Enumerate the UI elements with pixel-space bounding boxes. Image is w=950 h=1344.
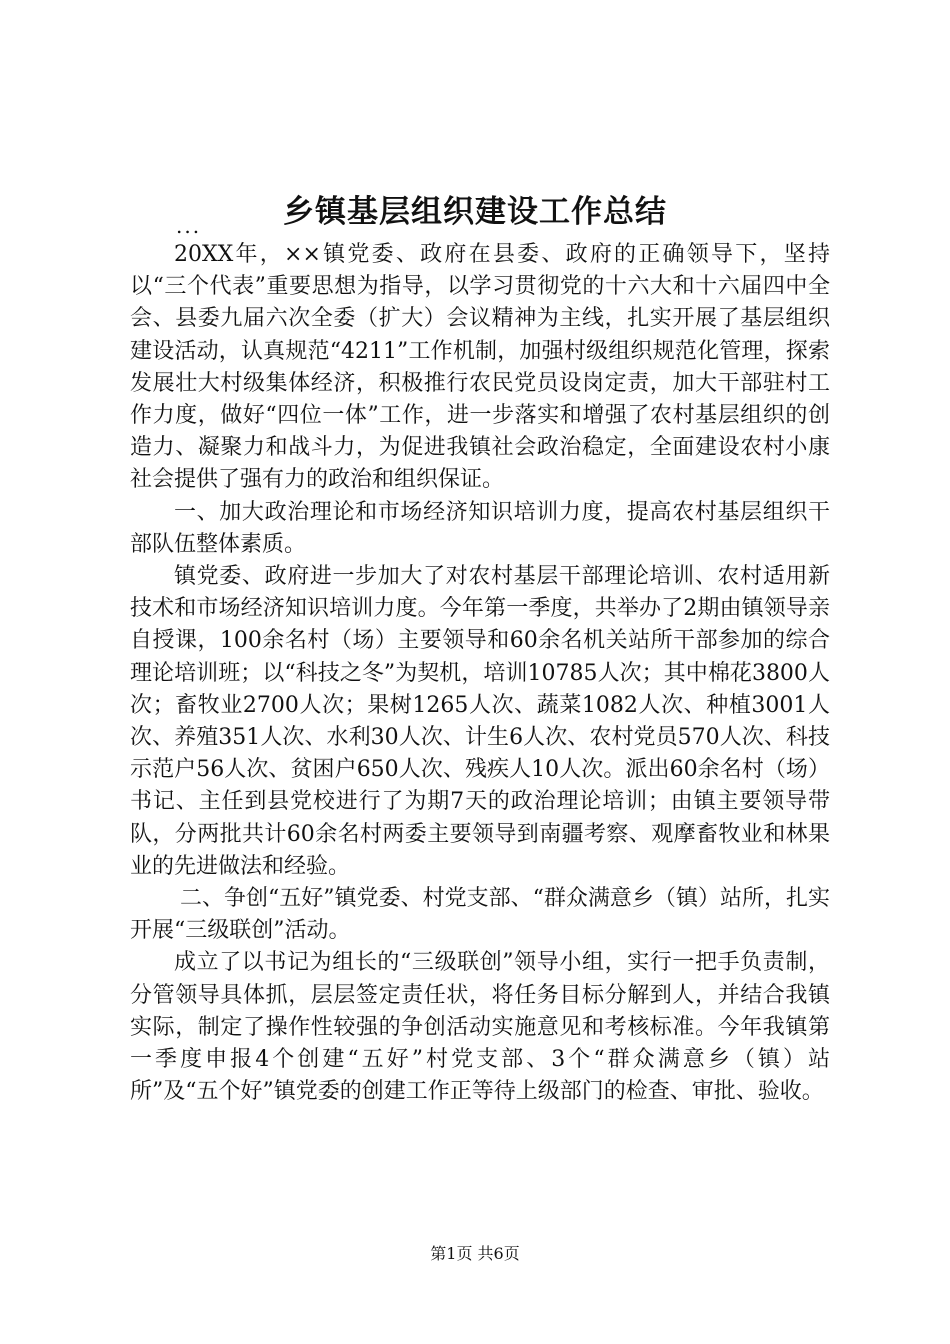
section-1-paragraph: 镇党委、政府进一步加大了对农村基层干部理论培训、农村适用新技术和市场经济知识培训力度。今年第一季度，共举办了2期由镇领导亲自授课，100余名村（场）主要领导和60余名机关站所干部参加的综合理论培训班；以“科技之冬”为契机，培训10785人次；其中棉花3800人次；畜牧业2700人次；果树1265人次、蔬菜1082人次、种植3001人次、养殖351人次、水利30人次、计生6人次、农村党员570人次、科技示范户56人次、贫困户650人次、残疾人10人次。派出60余名村（场）书记、主任到县党校进行了为期7天的政治理论培训；由镇主要领导带队，分两批共计60余名村两委主要领导到南疆考察、观摩畜牧业和林果业的先进做法和经验。: [130, 564, 830, 879]
document-title: 乡镇基层组织建设工作总结: [283, 194, 667, 230]
section-heading-2: 二、争创“五好”镇党委、村党支部、“群众满意乡（镇）站所，扎实开展“三级联创”活动。: [130, 886, 830, 944]
section-2-paragraph: 成立了以书记为组长的“三级联创”领导小组，实行一把手负责制，分管领导具体抓，层层签定责任状，将任务目标分解到人，并结合我镇实际，制定了操作性较强的争创活动实施意见和考核标准。今年我镇第一季度申报4个创建“五好”村党支部、3个“群众满意乡（镇）站所”及“五个好”镇党委的创建工作正等待上级部门的检查、审批、验收。: [130, 950, 830, 1105]
intro-paragraph: 20XX年，××镇党委、政府在县委、政府的正确领导下，坚持以“三个代表”重要思想为指导，以学习贯彻党的十六大和十六届四中全会、县委九届六次全委（扩大）会议精神为主线，扎实开展了基层组织建设活动，认真规范“4211”工作机制，加强村级组织规范化管理，探索发展壮大村级集体经济，积极推行农民党员设岗定责，加大干部驻村工作力度，做好“四位一体”工作，进一步落实和增强了农村基层组织的创造力、凝聚力和战斗力，为促进我镇社会政治稳定，全面建设农村小康社会提供了强有力的政治和组织保证。: [130, 242, 830, 493]
section-heading-1: 一、加大政治理论和市场经济知识培训力度，提高农村基层组织干部队伍整体素质。: [130, 499, 830, 557]
document-body: [130, 239, 830, 1108]
ellipsis-mark: ...: [176, 214, 202, 238]
page-footer: 第1页 共6页: [430, 1244, 520, 1263]
